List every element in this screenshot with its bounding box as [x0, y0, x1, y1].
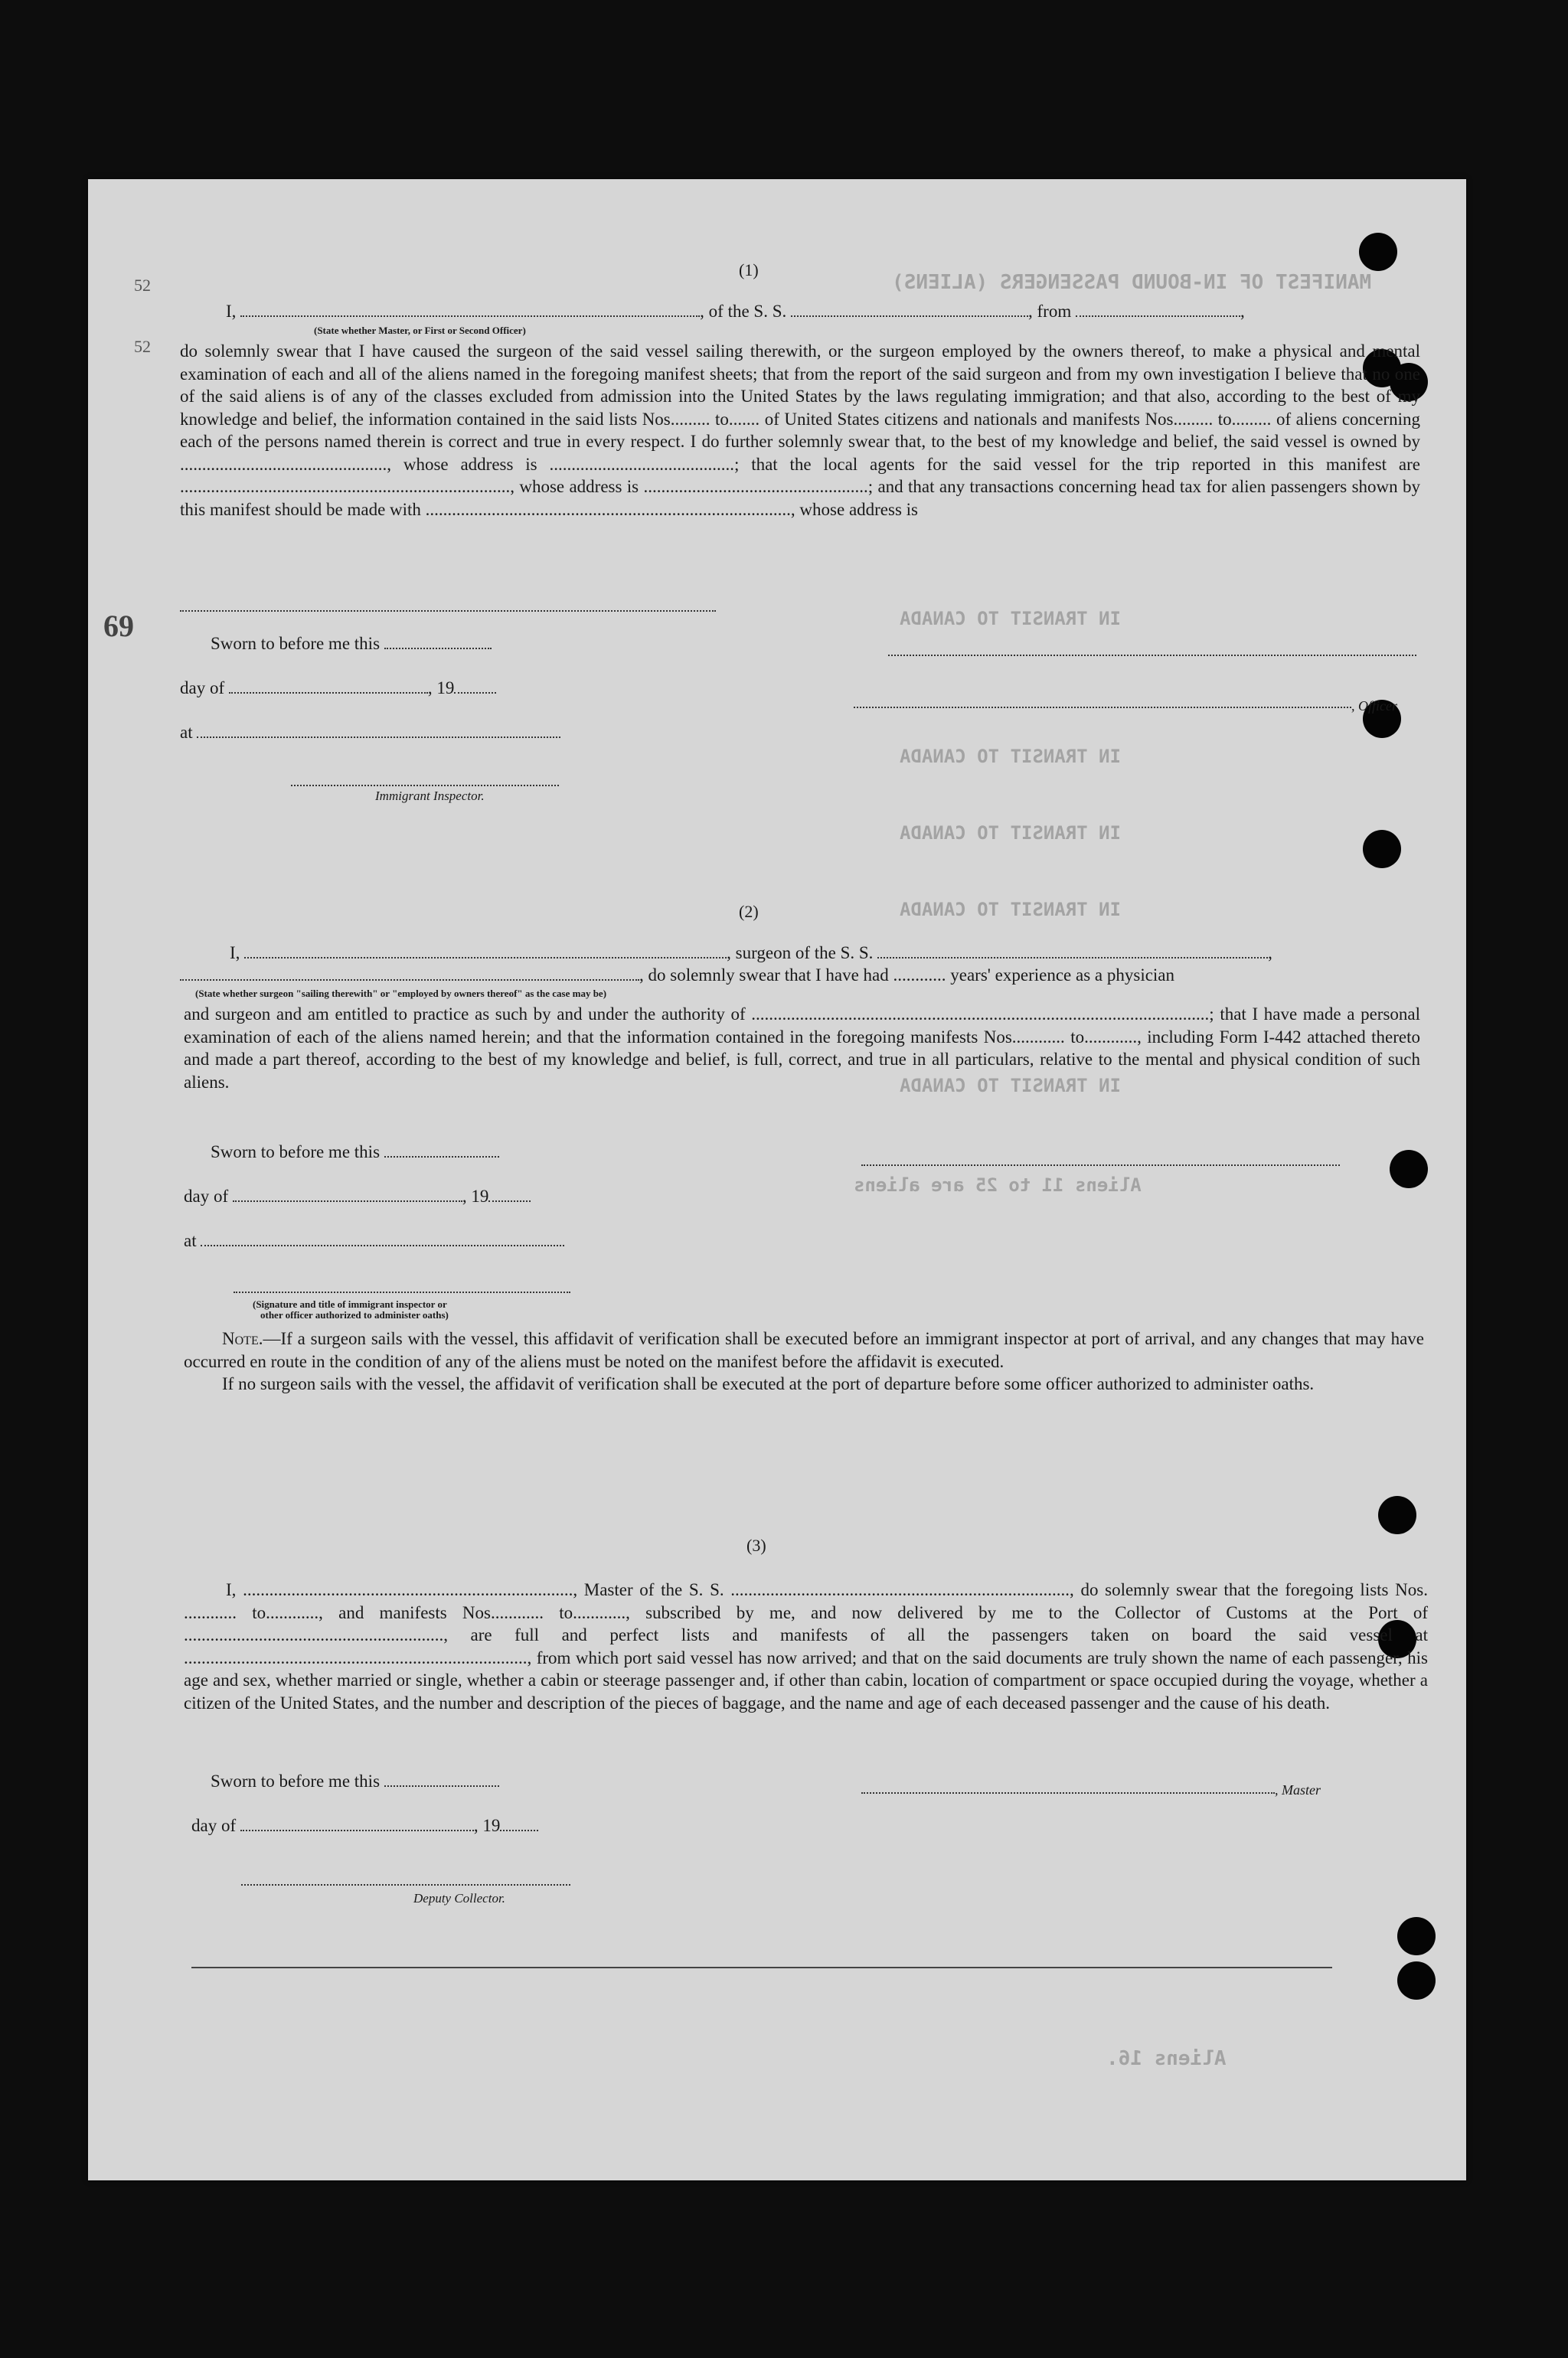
- manifest-back-sheet: [88, 179, 1466, 2180]
- collector-signature-field[interactable]: [241, 1883, 570, 1886]
- section2-body: [184, 1003, 1420, 1093]
- section3-oath-text: I, ..........................................................................., Master of the S. S. ............................................................................., do solemnly swear that the foregoing lists Nos. ............ to............, and manifests Nos............ to............, subscribed by me, and now delivered by me to the Collector of Customs at the Port of ..........................................................., are full and perfect lists and manifests of all the passengers taken on board the said vessel at .............................................................................., from which port said vessel has now arrived; and that on the said documents are truly shown the name of each passenger, his age and sex, whether married or single, whether a cabin or steerage passenger and, if other than cabin, location of compartment or space occupied during the voyage, whether a citizen of the United States, and the number and description of the pieces of baggage, and the name and age of each deceased passenger and the cause of his death.: [184, 1580, 1428, 1713]
- sworn-date-field[interactable]: [384, 1142, 499, 1158]
- swear-label: , do solemnly swear that I have had ............ years' experience as a physician: [639, 965, 1175, 985]
- section1-body: [180, 340, 1420, 521]
- day-line: [191, 1816, 538, 1836]
- signature-note: (Signature and title of immigrant inspector or: [253, 1298, 447, 1310]
- note-paragraph: [184, 1328, 1424, 1396]
- day-label: day of: [180, 678, 225, 697]
- sworn-label: Sworn to before me this: [211, 1142, 381, 1161]
- bleed-through-text: Aliens 11 to 25 are aliens: [854, 1174, 1142, 1196]
- note-text-2: If no surgeon sails with the vessel, the affidavit of verification shall be executed at the port of departure before some officer authorized to administer oaths.: [222, 1374, 1315, 1393]
- at-line: [180, 723, 560, 743]
- master-label: , Master: [1275, 1782, 1321, 1798]
- section2-header-line: I, , surgeon of the S. S. ,: [230, 943, 1272, 962]
- punch-hole: [1378, 1496, 1416, 1534]
- section1-oath-text: do solemnly swear that I have caused the surgeon of the said vessel sailing therewith, or the surgeon employed by the owners thereof, to make a physical and mental examination of each and all of the aliens named in the foregoing manifest sheets; that from the report of the said surgeon and from my own investigation I believe that no one of the said aliens is of any of the classes excluded from admission into the United States by the laws regulating immigration; and that also, according to the best of my knowledge and belief, the information contained in the said lists Nos......... to....... of United States citizens and nationals and manifests Nos......... to......... of aliens concerning each of the persons named therein is correct and true in every respect. I do further solemnly swear that, to the best of my knowledge and belief, the said vessel is owned by ..............................................., whose address is ..........................................; that the local agents for the said vessel for the trip reported in this manifest are ..........................................................................., whose address is ...................................................; and that any transactions concerning head tax for alien passengers shown by this manifest should be made with ..................................................................................., whose address is: [180, 341, 1420, 519]
- day-line: [180, 678, 496, 698]
- note-label: Note.: [222, 1329, 263, 1348]
- bottom-rule: [191, 1966, 1332, 1968]
- sworn-label: Sworn to before me this: [211, 1772, 381, 1791]
- sworn-date-field[interactable]: [384, 1772, 499, 1787]
- signature-note: other officer authorized to administer oaths): [260, 1309, 449, 1321]
- officer-name-field[interactable]: [240, 302, 700, 317]
- collector-label: Deputy Collector.: [413, 1891, 505, 1906]
- intro-label: I,: [230, 943, 245, 962]
- bleed-through-text: IN TRANSIT TO CANADA: [900, 822, 1121, 844]
- year-field[interactable]: [500, 1816, 538, 1831]
- day-field[interactable]: [240, 1816, 474, 1831]
- bleed-through-text: IN TRANSIT TO CANADA: [900, 899, 1121, 920]
- section-number: (3): [746, 1536, 766, 1555]
- at-field[interactable]: [201, 1231, 564, 1246]
- day-field[interactable]: [229, 678, 428, 694]
- year-label: , 19: [462, 1187, 489, 1206]
- from-label: , from: [1028, 302, 1076, 321]
- note-text: —If a surgeon sails with the vessel, this affidavit of verification shall be executed before an immigrant inspector at port of arrival, and any changes that may have occurred en route in the condition of any of the aliens must be noted on the manifest before the affidavit is executed.: [184, 1329, 1424, 1371]
- surgeon-ship-field[interactable]: [877, 943, 1268, 959]
- punch-hole: [1397, 1961, 1436, 2000]
- punch-hole: [1359, 233, 1397, 271]
- at-label: at: [180, 723, 193, 742]
- intro-label: I,: [226, 302, 241, 321]
- sworn-line: [211, 1142, 499, 1162]
- master-signature-field[interactable]: [861, 1791, 1275, 1794]
- bleed-through-text: Aliens 16.: [1106, 2047, 1227, 2070]
- margin-number: 52: [134, 276, 151, 295]
- bleed-through-text: IN TRANSIT TO CANADA: [900, 746, 1121, 767]
- at-label: at: [184, 1231, 197, 1250]
- section-number: (1): [739, 260, 759, 279]
- sworn-label: Sworn to before me this: [211, 634, 381, 653]
- bleed-through-text: IN TRANSIT TO CANADA: [900, 1075, 1121, 1096]
- day-line: [184, 1187, 531, 1207]
- punch-hole: [1390, 1150, 1428, 1188]
- day-field[interactable]: [233, 1187, 462, 1202]
- from-port-field[interactable]: [1076, 302, 1240, 317]
- sworn-line: [211, 634, 492, 654]
- at-field[interactable]: [197, 723, 560, 738]
- authority-signature-field[interactable]: [234, 1291, 570, 1293]
- section1-header-line: I, , of the S. S. , from ,: [226, 302, 1245, 321]
- surgeon-name-field[interactable]: [244, 943, 727, 959]
- ship-name-field[interactable]: [791, 302, 1028, 317]
- sworn-date-field[interactable]: [384, 634, 492, 649]
- surgeon-note: (State whether surgeon "sailing therewith" or "employed by owners thereof" as the case may be): [195, 988, 607, 999]
- day-label: day of: [184, 1187, 229, 1206]
- punch-hole: [1363, 830, 1401, 868]
- section2-oath-text: and surgeon and am entitled to practice as such by and under the authority of ........................................................................................................; that I have made a personal examination of each of the aliens named herein; and that the information contained in the foregoing manifests Nos............ to............, including Form I-442 attached thereto and made a part thereof, according to the best of my knowledge and belief, is full, correct, and true in all particulars, relative to the mental and physical condition of such aliens.: [184, 1004, 1420, 1092]
- section3-body: [184, 1579, 1428, 1714]
- bleed-through-text: IN TRANSIT TO CANADA: [900, 608, 1121, 629]
- at-line: [184, 1231, 564, 1251]
- punch-hole: [1397, 1917, 1436, 1955]
- surgeon-status-field[interactable]: [180, 965, 639, 981]
- officer-label: , Officer: [1351, 698, 1397, 714]
- section2-swear-line: [180, 965, 1174, 985]
- officer-line[interactable]: [854, 706, 1351, 708]
- surgeon-of-label: , surgeon of the S. S.: [727, 943, 878, 962]
- stamp-number: 69: [103, 609, 134, 643]
- year-field[interactable]: [454, 678, 496, 694]
- ship-label: , of the S. S.: [700, 302, 792, 321]
- day-label: day of: [191, 1816, 237, 1835]
- year-label: , 19: [473, 1816, 501, 1835]
- inspector-signature-field[interactable]: [291, 784, 559, 786]
- officer-note: (State whether Master, or First or Second Officer): [314, 325, 526, 336]
- bleed-through-text: MANIFEST OF IN-BOUND PASSENGERS (ALIENS): [892, 271, 1372, 294]
- officer-signature-field[interactable]: [888, 654, 1416, 656]
- section-number: (2): [739, 902, 759, 921]
- sworn-line: [211, 1772, 499, 1791]
- surgeon-signature-field[interactable]: [861, 1164, 1340, 1166]
- margin-number: 52: [134, 337, 151, 356]
- year-label: , 19: [427, 678, 455, 697]
- inspector-label: Immigrant Inspector.: [375, 789, 485, 803]
- year-field[interactable]: [488, 1187, 531, 1202]
- address-field[interactable]: [180, 609, 716, 612]
